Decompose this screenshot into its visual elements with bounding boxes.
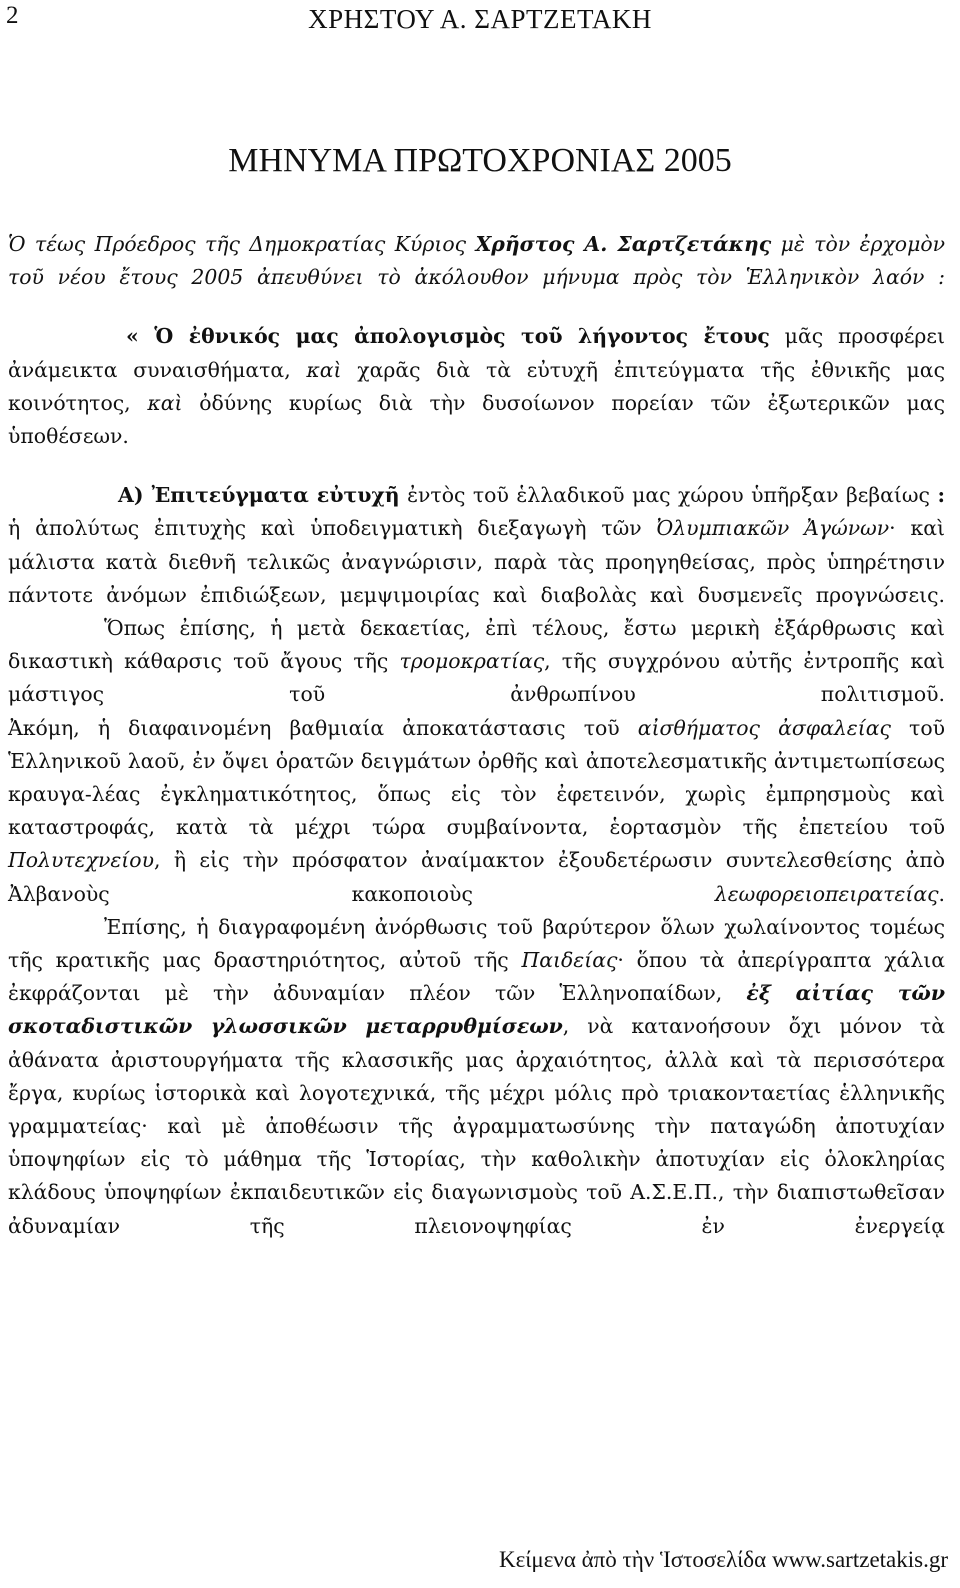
security-term: αἰσθήματος ἀσφαλείας xyxy=(637,715,891,740)
quote-paragraph xyxy=(8,320,945,453)
olympic-games: Ὀλυμπιακῶν Ἀγώνων xyxy=(656,516,890,541)
author-name: Χρῆστος Α. Σαρτζετάκης xyxy=(475,232,772,256)
section-a-heading: Α) Ἐπιτεύγματα εὐτυχῆ xyxy=(118,483,400,508)
bus-hijacking-term: λεωφορειοπειρατείας xyxy=(714,881,939,906)
quote-heading: « Ὁ ἐθνικός μας ἀπολογισμὸς τοῦ λήγοντος ἔτους xyxy=(126,324,770,349)
website-link[interactable]: www.sartzetakis.gr xyxy=(771,1547,948,1572)
page-title: ΜΗΝΥΜΑ ΠΡΩΤΟΧΡΟΝΙΑΣ 2005 xyxy=(228,142,732,179)
intro-text-rest: μὲ τὸν ἐρχομὸν τοῦ νέου ἔτους 2005 ἀπευθύνει τὸ ἀκόλουθον μήνυμα πρὸς τὸν Ἑλληνικὸν λαόν : xyxy=(8,232,946,290)
section-a-text: ἐντὸς τοῦ ἑλλαδικοῦ μας χώρου ὑπῆρξαν βεβαίως xyxy=(399,483,938,508)
quote-text: ὀδύνης κυρίως διὰ τὴν δυσοίωνον πορείαν τῶν ἐξωτερικῶν μας ὑποθέσεων. xyxy=(8,390,945,449)
intro-text: Ὁ τέως Πρόεδρος τῆς Δημοκρατίας Κύριος xyxy=(8,232,476,256)
paragraph-text: τοῦ Ἑλληνικοῦ λαοῦ, ἐν ὄψει ὁρατῶν δειγμάτων ὀρθῆς καὶ ἀποτελεσματικῆς ἀντιμετωπίσεως κραυγα-λέας ἐγκληματικότητος, ὅπως εἰς τὸν ἐφετεινόν, χωρὶς ἐμπρησμοὺς καὶ καταστροφάς, κατὰ τὰ μέχρι τώρα συμβαίνοντα, ἑορτασμὸν τῆς ἐπετείου τοῦ xyxy=(8,715,945,840)
footer-text: Κείμενα ἀπὸ τὴν Ἱστοσελίδα xyxy=(498,1547,772,1572)
page-number: 2 xyxy=(6,2,19,29)
paragraph-text: Ἀκόμη, ἡ διαφαινομένη βαθμιαία ἀποκατάστασις τοῦ xyxy=(8,715,638,740)
intro-paragraph xyxy=(8,228,945,294)
paragraph-text: . xyxy=(938,881,945,906)
body-text xyxy=(8,228,945,1243)
polytechnic-term: Πολυτεχνείου xyxy=(8,848,154,873)
education-term: Παιδείας xyxy=(521,948,618,973)
paragraph-text: Ὅπως ἐπίσης, ἡ μετὰ δεκαετίας, ἐπὶ τέλους, ἔστω μερικὴ ἐξάρθρωσις καὶ δικαστικὴ κάθαρσις τοῦ ἄγους τῆς xyxy=(8,616,945,674)
section-a-paragraph xyxy=(8,479,945,612)
security-paragraph xyxy=(8,712,945,911)
terrorism-paragraph xyxy=(8,612,945,712)
section-a-text: ἡ ἀπολύτως ἐπιτυχὴς καὶ ὑποδειγματικὴ διεξαγωγὴ τῶν xyxy=(8,516,657,541)
reforms-phrase: ἐξ αἰτίας τῶν σκοταδιστικῶν γλωσσικῶν μεταρρυθμίσεων xyxy=(8,981,945,1039)
paragraph-text: Ἐπίσης, ἡ διαγραφομένη ἀνόρθωσις τοῦ βαρύτερον ὅλων χωλαίνοντος τομέως τῆς κρατικῆς μας δραστηριότητος, αὐτοῦ τῆς xyxy=(8,914,945,973)
footer xyxy=(499,1547,948,1573)
education-paragraph xyxy=(8,911,945,1243)
paragraph-text: · ὅπου τὰ ἀπερίγραπτα χάλια ἐκφράζονται μὲ τὴν ἀδυναμίαν πλέον τῶν Ἑλληνοπαίδων, xyxy=(8,948,946,1006)
emphasis-word: καὶ xyxy=(147,390,183,415)
emphasis-word: καὶ xyxy=(306,357,342,382)
quote-text: μᾶς προσφέρει ἀνάμεικτα συναισθήματα, xyxy=(8,324,945,382)
section-a-text: · καὶ μάλιστα κατὰ διεθνῆ τελικῶς ἀναγνώρισιν, παρὰ τὰς προηγηθείσας, πρὸς ὑπηρέτησιν πάντοτε ἀνόμων ἐπιδιώξεων, μεμψιμοιρίας καὶ διαβολὰς καὶ δυσμενεῖς προγνώσεις. xyxy=(8,516,945,607)
paragraph-text: , νὰ κατανοήσουν ὄχι μόνον τὰ ἀθάνατα ἀριστουργήματα τῆς κλασσικῆς μας ἀρχαιότητος, ἀλλὰ καὶ τὰ περισσότερα ἔργα, κυρίως ἱστορικὰ καὶ λογοτεχνικά, τῆς μέχρι μόλις πρὸ τριακονταετίας ἑλληνικῆς γραμματείας· καὶ μὲ ἀποθέωσιν τῆς ἀγραμματωσύνης τὴν παταγώδη ἀποτυχίαν ὑποψηφίων εἰς τὸ μάθημα τῆς Ἱστορίας, τὴν καθολικὴν ἀποτυχίαν εἰς ὁλοκληρίας κλάδους ὑποψηφίων ἐκπαιδευτικῶν εἰς διαγωνισμοὺς τοῦ Α.Σ.Ε.Π., τὴν διαπιστωθεῖσαν ἀδυναμίαν τῆς πλειονοψηφίας ἐν ἐνεργείᾳ xyxy=(8,1014,945,1238)
running-head: ΧΡΗΣΤΟΥ Α. ΣΑΡΤΖΕΤΑΚΗ xyxy=(308,4,652,34)
quote-text: χαρᾶς διὰ τὰ εὐτυχῆ ἐπιτεύγματα τῆς ἐθνικῆς μας κοινότητος, xyxy=(8,357,945,415)
terrorism-term: τρομοκρατίας xyxy=(399,649,545,674)
section-a-colon: : xyxy=(937,483,945,508)
paragraph-text: , ἢ εἰς τὴν πρόσφατον ἀναίμακτον ἐξουδετέρωσιν συντελεσθείσης ἀπὸ Ἀλβανοὺς κακοποιοὺς xyxy=(8,848,945,906)
paragraph-text: , τῆς συγχρόνου αὐτῆς ἐντροπῆς καὶ μάστιγος τοῦ ἀνθρωπίνου πολιτισμοῦ. xyxy=(8,649,945,707)
